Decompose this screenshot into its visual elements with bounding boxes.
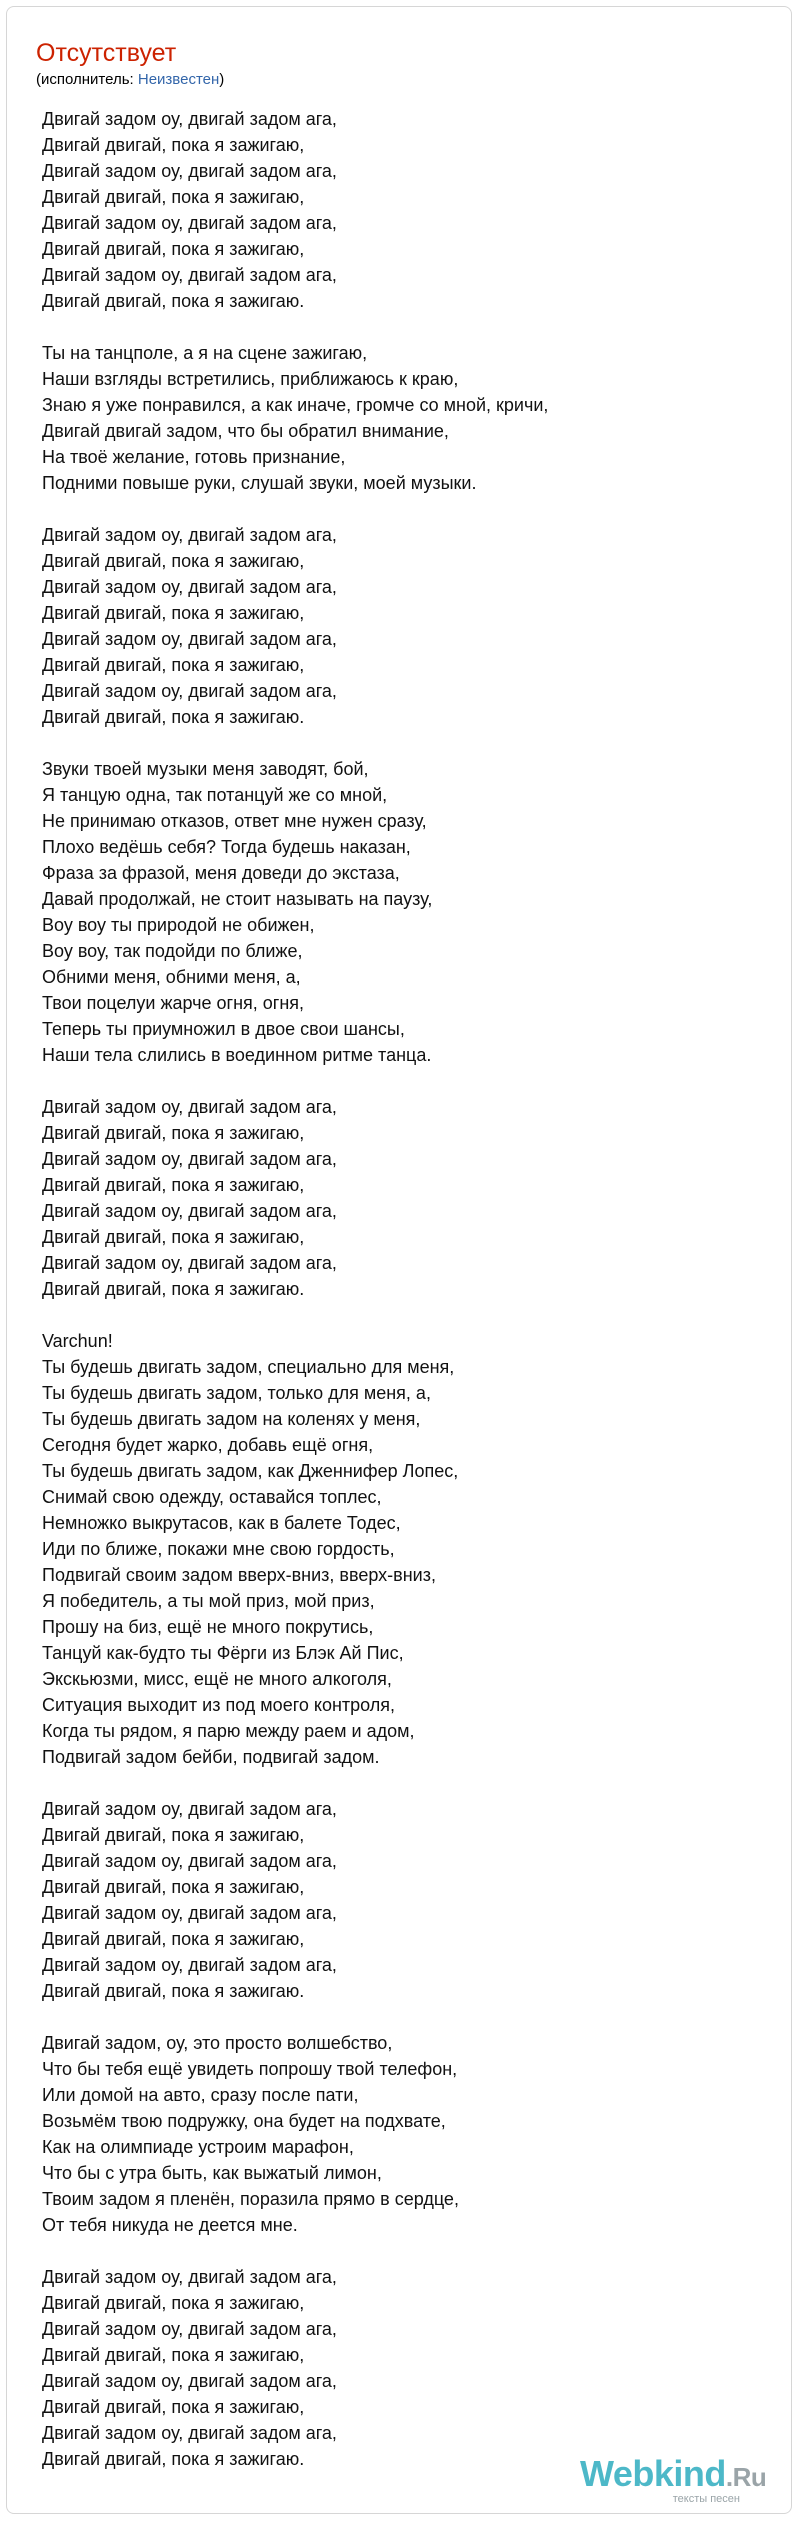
lyrics-line: Когда ты рядом, я парю между раем и адом, [42,1721,415,1741]
lyrics-line: Двигай задом оу, двигай задом ага, [42,2267,337,2287]
lyrics-line: Знаю я уже понравился, а как иначе, громче со мной, кричи, [42,395,549,415]
lyrics-line: Двигай задом оу, двигай задом ага, [42,1097,337,1117]
lyrics-stanza [42,2030,742,2238]
logo-wordmark [580,2454,780,2497]
lyrics-line: Двигай двигай, пока я зажигаю, [42,551,305,571]
lyrics-line: Двигай двигай, пока я зажигаю. [42,1279,305,1299]
lyrics-line: Двигай двигай, пока я зажигаю, [42,1175,305,1195]
lyrics-line: Экскьюзми, мисс, ещё не много алкоголя, [42,1669,392,1689]
lyrics-stanza [42,340,742,496]
lyrics-line: Двигай двигай, пока я зажигаю, [42,1929,305,1949]
lyrics-line: Двигай двигай, пока я зажигаю, [42,2345,305,2365]
site-logo[interactable] [580,2454,780,2514]
artist-line [36,70,224,90]
lyrics-line: Двигай задом оу, двигай задом ага, [42,629,337,649]
lyrics-text [42,106,742,2498]
lyrics-line: Двигай двигай, пока я зажигаю, [42,2397,305,2417]
lyrics-line: Подвигай своим задом вверх-вниз, вверх-вниз, [42,1565,436,1585]
lyrics-line: Двигай задом оу, двигай задом ага, [42,1955,337,1975]
lyrics-stanza [42,522,742,730]
lyrics-line: Ты будешь двигать задом, как Дженнифер Лопес, [42,1461,459,1481]
lyrics-stanza [42,106,742,314]
lyrics-line: Двигай двигай, пока я зажигаю, [42,1227,305,1247]
lyrics-line: Двигай двигай, пока я зажигаю, [42,187,305,207]
lyrics-line: Двигай двигай, пока я зажигаю, [42,2293,305,2313]
lyrics-line: Ты будешь двигать задом на коленях у меня, [42,1409,421,1429]
lyrics-line: Звуки твоей музыки меня заводят, бой, [42,759,369,779]
logo-tagline: тексты песен [672,2493,740,2505]
lyrics-line: Двигай задом оу, двигай задом ага, [42,1851,337,1871]
lyrics-line: Двигай задом оу, двигай задом ага, [42,1799,337,1819]
lyrics-line: Снимай свою одежду, оставайся топлес, [42,1487,382,1507]
lyrics-line: Двигай двигай, пока я зажигаю. [42,291,305,311]
lyrics-line: Двигай задом оу, двигай задом ага, [42,525,337,545]
lyrics-stanza [42,1094,742,1302]
lyrics-line: Двигай двигай, пока я зажигаю, [42,1123,305,1143]
lyrics-line: Ты будешь двигать задом, специально для меня, [42,1357,455,1377]
lyrics-line: Двигай задом оу, двигай задом ага, [42,1903,337,1923]
lyrics-stanza [42,1328,742,1770]
lyrics-line: Плохо ведёшь себя? Тогда будешь наказан, [42,837,411,857]
lyrics-line: Двигай двигай, пока я зажигаю, [42,1825,305,1845]
lyrics-stanza [42,756,742,1068]
lyrics-line: Сегодня будет жарко, добавь ещё огня, [42,1435,374,1455]
lyrics-line: Двигай двигай, пока я зажигаю, [42,135,305,155]
lyrics-line: Двигай задом, оу, это просто волшебство, [42,2033,393,2053]
lyrics-line: Наши взгляды встретились, приближаюсь к краю, [42,369,459,389]
lyrics-line: Двигай двигай, пока я зажигаю. [42,707,305,727]
lyrics-line: Немножко выкрутасов, как в балете Тодес, [42,1513,401,1533]
lyrics-line: Воу воу, так подойди по ближе, [42,941,303,961]
lyrics-line: Возьмём твою подружку, она будет на подхвате, [42,2111,446,2131]
lyrics-line: От тебя никуда не деется мне. [42,2215,298,2235]
lyrics-line: Танцуй как-будто ты Фёрги из Блэк Ай Пис, [42,1643,404,1663]
lyrics-line: Воу воу ты природой не обижен, [42,915,315,935]
song-header [36,38,224,90]
lyrics-line: Двигай задом оу, двигай задом ага, [42,1253,337,1273]
lyrics-line: Ты на танцполе, а я на сцене зажигаю, [42,343,368,363]
lyrics-line: Как на олимпиаде устроим марафон, [42,2137,354,2157]
lyrics-line: Твои поцелуи жарче огня, огня, [42,993,305,1013]
lyrics-line: Двигай задом оу, двигай задом ага, [42,265,337,285]
lyrics-line: Ты будешь двигать задом, только для меня, а, [42,1383,431,1403]
lyrics-stanza [42,1796,742,2004]
song-title: Отсутствует [36,39,177,67]
lyrics-line: Иди по ближе, покажи мне свою гордость, [42,1539,395,1559]
lyrics-line: Что бы тебя ещё увидеть попрошу твой телефон, [42,2059,458,2079]
lyrics-line: Обними меня, обними меня, а, [42,967,301,987]
lyrics-line: Или домой на авто, сразу после пати, [42,2085,359,2105]
lyrics-line: Двигай задом оу, двигай задом ага, [42,1201,337,1221]
lyrics-line: Двигай двигай, пока я зажигаю, [42,239,305,259]
lyrics-line: Твоим задом я пленён, поразила прямо в сердце, [42,2189,459,2209]
lyrics-line: Двигай двигай, пока я зажигаю, [42,603,305,623]
lyrics-line: На твоё желание, готовь признание, [42,447,346,467]
lyrics-line: Двигай двигай задом, что бы обратил внимание, [42,421,449,441]
lyrics-line: Двигай двигай, пока я зажигаю, [42,655,305,675]
lyrics-line: Двигай задом оу, двигай задом ага, [42,1149,337,1169]
lyrics-line: Я победитель, а ты мой приз, мой приз, [42,1591,375,1611]
lyrics-line: Я танцую одна, так потанцуй же со мной, [42,785,388,805]
lyrics-line: Двигай двигай, пока я зажигаю, [42,1877,305,1897]
lyrics-line: Двигай задом оу, двигай задом ага, [42,2371,337,2391]
lyrics-line: Прошу на биз, ещё не много покрутись, [42,1617,374,1637]
artist-prefix: (исполнитель: [36,71,138,88]
lyrics-line: Что бы с утра быть, как выжатый лимон, [42,2163,382,2183]
lyrics-line: Varchun! [42,1331,113,1351]
logo-tld: .Ru [725,2462,767,2492]
lyrics-line: Подними повыше руки, слушай звуки, моей музыки. [42,473,477,493]
lyrics-line: Двигай задом оу, двигай задом ага, [42,213,337,233]
lyrics-line: Двигай задом оу, двигай задом ага, [42,577,337,597]
lyrics-line: Теперь ты приумножил в двое свои шансы, [42,1019,405,1039]
lyrics-line: Двигай двигай, пока я зажигаю. [42,1981,305,2001]
lyrics-line: Давай продолжай, не стоит называть на паузу, [42,889,433,909]
artist-suffix: ) [219,71,225,88]
lyrics-line: Ситуация выходит из под моего контроля, [42,1695,396,1715]
lyrics-line: Двигай задом оу, двигай задом ага, [42,161,337,181]
lyrics-line: Двигай двигай, пока я зажигаю. [42,2449,305,2469]
lyrics-line: Двигай задом оу, двигай задом ага, [42,2319,337,2339]
logo-name: Webkind [580,2453,726,2494]
lyrics-line: Подвигай задом бейби, подвигай задом. [42,1747,380,1767]
lyrics-line: Двигай задом оу, двигай задом ага, [42,2423,337,2443]
lyrics-line: Двигай задом оу, двигай задом ага, [42,681,337,701]
artist-link[interactable]: Неизвестен [137,71,220,88]
lyrics-stanza [42,2264,742,2472]
lyrics-line: Фраза за фразой, меня доведи до экстаза, [42,863,400,883]
lyrics-line: Наши тела слились в воединном ритме танца. [42,1045,432,1065]
lyrics-line: Не принимаю отказов, ответ мне нужен сразу, [42,811,427,831]
lyrics-line: Двигай задом оу, двигай задом ага, [42,109,337,129]
